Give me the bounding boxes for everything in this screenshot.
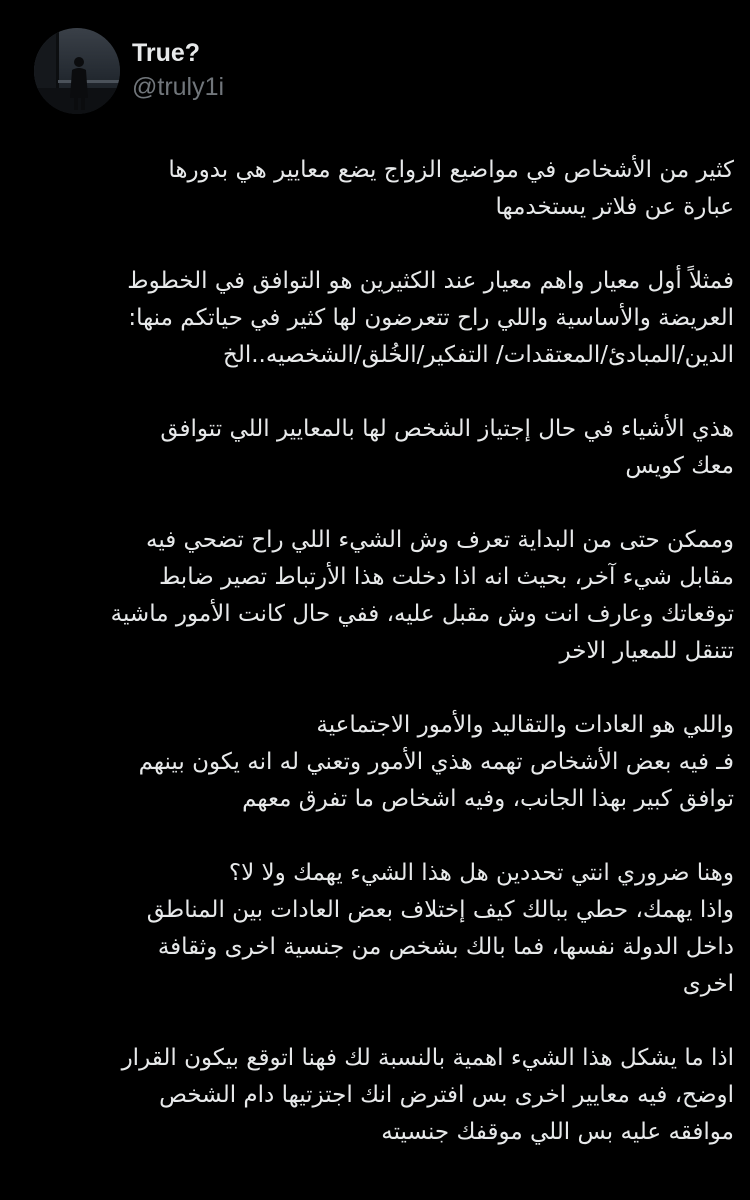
- tweet-line: الدين/المبادئ/المعتقدات/ التفكير/الخُلق/الشخصيه..الخ: [223, 342, 734, 368]
- tweet-paragraph: [20, 152, 734, 226]
- tweet-line: معك كويس: [625, 453, 734, 479]
- tweet-line: وهنا ضروري انتي تحددين هل هذا الشيء يهمك ولا لا؟: [228, 860, 734, 886]
- tweet-line: العريضة والأساسية واللي راح تتعرضون لها كثير في حياتكم منها:: [128, 305, 734, 331]
- tweet-paragraph: [20, 1040, 734, 1151]
- tweet-line: تتنقل للمعيار الاخر: [559, 638, 734, 664]
- tweet-line: توافق كبير بهذا الجانب، وفيه اشخاص ما تفرق معهم: [242, 786, 734, 812]
- tweet-paragraph: [20, 855, 734, 1003]
- tweet-line: واذا يهمك، حطي ببالك كيف إختلاف بعض العادات بين المناطق: [146, 897, 734, 923]
- tweet-line: اذا ما يشكل هذا الشيء اهمية بالنسبة لك فهنا اتوقع بيكون القرار: [121, 1045, 734, 1071]
- tweet-line: هذي الأشياء في حال إجتياز الشخص لها بالمعايير اللي تتوافق: [160, 416, 734, 442]
- avatar[interactable]: [34, 28, 120, 114]
- tweet-line: واللي هو العادات والتقاليد والأمور الاجتماعية: [316, 712, 734, 738]
- tweet-header: [34, 28, 714, 128]
- tweet-line: كثير من الأشخاص في مواضيع الزواج يضع معايير هي بدورها: [168, 157, 734, 183]
- tweet-line: فـ فيه بعض الأشخاص تهمه هذي الأمور وتعني له انه يكون بينهم: [138, 749, 734, 775]
- tweet-text: [20, 152, 734, 1188]
- tweet-paragraph: [20, 411, 734, 485]
- tweet-line: موافقه عليه بس اللي موقفك جنسيته: [381, 1119, 734, 1145]
- avatar-photo-icon: [34, 28, 120, 114]
- tweet-line: وممكن حتى من البداية تعرف وش الشيء اللي راح تضحي فيه: [145, 527, 734, 553]
- tweet-paragraph: [20, 522, 734, 670]
- tweet-line: اوضح، فيه معايير اخرى بس افترض انك اجتزتيها دام الشخص: [159, 1082, 734, 1108]
- tweet-line: مقابل شيء آخر، بحيث انه اذا دخلت هذا الأرتباط تصير ضابط: [158, 564, 734, 590]
- tweet-line: عبارة عن فلاتر يستخدمها: [495, 194, 734, 220]
- display-name[interactable]: True?: [132, 39, 201, 67]
- tweet-paragraph: [20, 707, 734, 818]
- tweet-line: داخل الدولة نفسها، فما بالك بشخص من جنسية اخرى وثقافة: [157, 934, 734, 960]
- tweet-line: فمثلاً أول معيار واهم معيار عند الكثيرين هو التوافق في الخطوط: [127, 268, 734, 294]
- tweet-line: توقعاتك وعارف انت وش مقبل عليه، ففي حال كانت الأمور ماشية: [110, 601, 734, 627]
- user-handle[interactable]: @truly1i: [132, 73, 225, 101]
- tweet-paragraph: [20, 263, 734, 374]
- tweet-line: اخرى: [682, 971, 734, 997]
